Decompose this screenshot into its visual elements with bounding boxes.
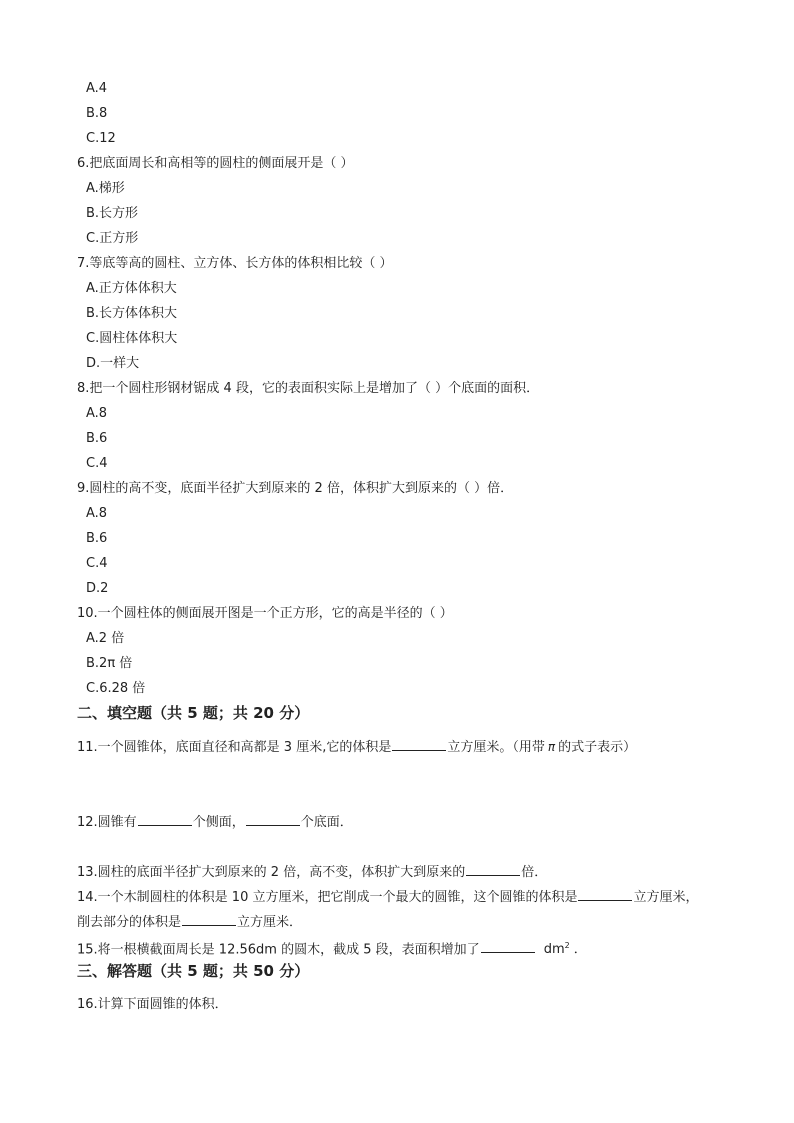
q6-option-b: B.长方形 [86,206,139,221]
q13-text-a: 13.圆柱的底面半径扩大到原来的 2 倍，高不变，体积扩大到原来的 [77,865,466,880]
q13-stem [77,863,547,881]
q8-option-b: B.6 [86,431,108,446]
q8-option-a: A.8 [86,406,108,421]
q14-answer-blank-1[interactable] [578,888,632,901]
q15-text-a: 15.将一根横截面周长是 12.56dm 的圆木，截成 5 段，表面积增加了 [77,942,480,958]
q11-text-a: 11.一个圆锥体，底面直径和高都是 3 厘米,它的体积是 [77,740,392,755]
q14-stem-line1 [77,888,699,906]
q5-option-a: A.4 [86,81,108,96]
q9-stem: 9.圆柱的高不变，底面半径扩大到原来的 2 倍，体积扩大到原来的（ ）倍． [77,481,514,496]
q11-text-c: 的式子表示） [558,740,637,755]
q9-option-b: B.6 [86,531,108,546]
q6-option-a: A.梯形 [86,181,125,196]
q16-stem: 16.计算下面圆锥的体积． [77,997,228,1012]
q10-option-b: B.2π 倍 [86,656,133,671]
q10-option-a: A.2 倍 [86,631,125,646]
q7-option-a: A.正方体体积大 [86,281,177,296]
q9-option-a: A.8 [86,506,108,521]
q6-stem: 6.把底面周长和高相等的圆柱的侧面展开是（ ） [77,156,354,171]
q7-stem: 7.等底等高的圆柱、立方体、长方体的体积相比较（ ） [77,256,393,271]
q12-text-a: 12.圆锥有 [77,815,137,830]
q11-pi-symbol: π [547,740,556,754]
q14-stem-line2 [77,913,302,931]
q11-text-b: 立方厘米。（用带 [447,740,545,755]
q13-answer-blank[interactable] [466,863,520,876]
q13-text-b: 倍． [521,865,548,880]
q15-answer-blank[interactable] [481,940,535,953]
q14-text-d: 立方厘米． [237,915,303,930]
q12-text-c: 个底面． [300,815,353,830]
q15-unit: dm [543,942,565,958]
q12-stem [77,813,353,831]
q14-text-b: 立方厘米， [633,890,699,905]
q11-stem [77,738,636,756]
q15-stem [77,938,587,958]
q11-answer-blank[interactable] [392,738,446,751]
q12-text-b: 个侧面， [192,815,245,830]
q7-option-c: C.圆柱体体积大 [86,331,178,346]
q5-option-b: B.8 [86,106,108,121]
q7-option-b: B.长方体体积大 [86,306,178,321]
q8-stem: 8.把一个圆柱形钢材锯成 4 段，它的表面积实际上是增加了（ ）个底面的面积． [77,381,540,396]
q15-unit-exponent: 2 [564,941,570,950]
q6-option-c: C.正方形 [86,231,139,246]
q8-option-c: C.4 [86,456,108,471]
q5-option-c: C.12 [86,131,116,146]
q7-option-d: D.一样大 [86,356,140,371]
q14-text-c: 削去部分的体积是 [77,915,182,930]
q15-end: ． [573,942,587,958]
q10-option-c: C.6.28 倍 [86,681,146,696]
section-heading-solve: 三、解答题（共 5 题；共 50 分） [77,962,310,980]
q12-answer-blank-1[interactable] [138,813,192,826]
q14-answer-blank-2[interactable] [182,913,236,926]
q14-text-a: 14.一个木制圆柱的体积是 10 立方厘米，把它削成一个最大的圆锥，这个圆锥的体积是 [77,890,578,905]
q10-stem: 10.一个圆柱体的侧面展开图是一个正方形，它的高是半径的（ ） [77,606,453,621]
q9-option-d: D.2 [86,581,109,596]
q9-option-c: C.4 [86,556,108,571]
q12-answer-blank-2[interactable] [246,813,300,826]
section-heading-fill-in: 二、填空题（共 5 题；共 20 分） [77,704,310,722]
